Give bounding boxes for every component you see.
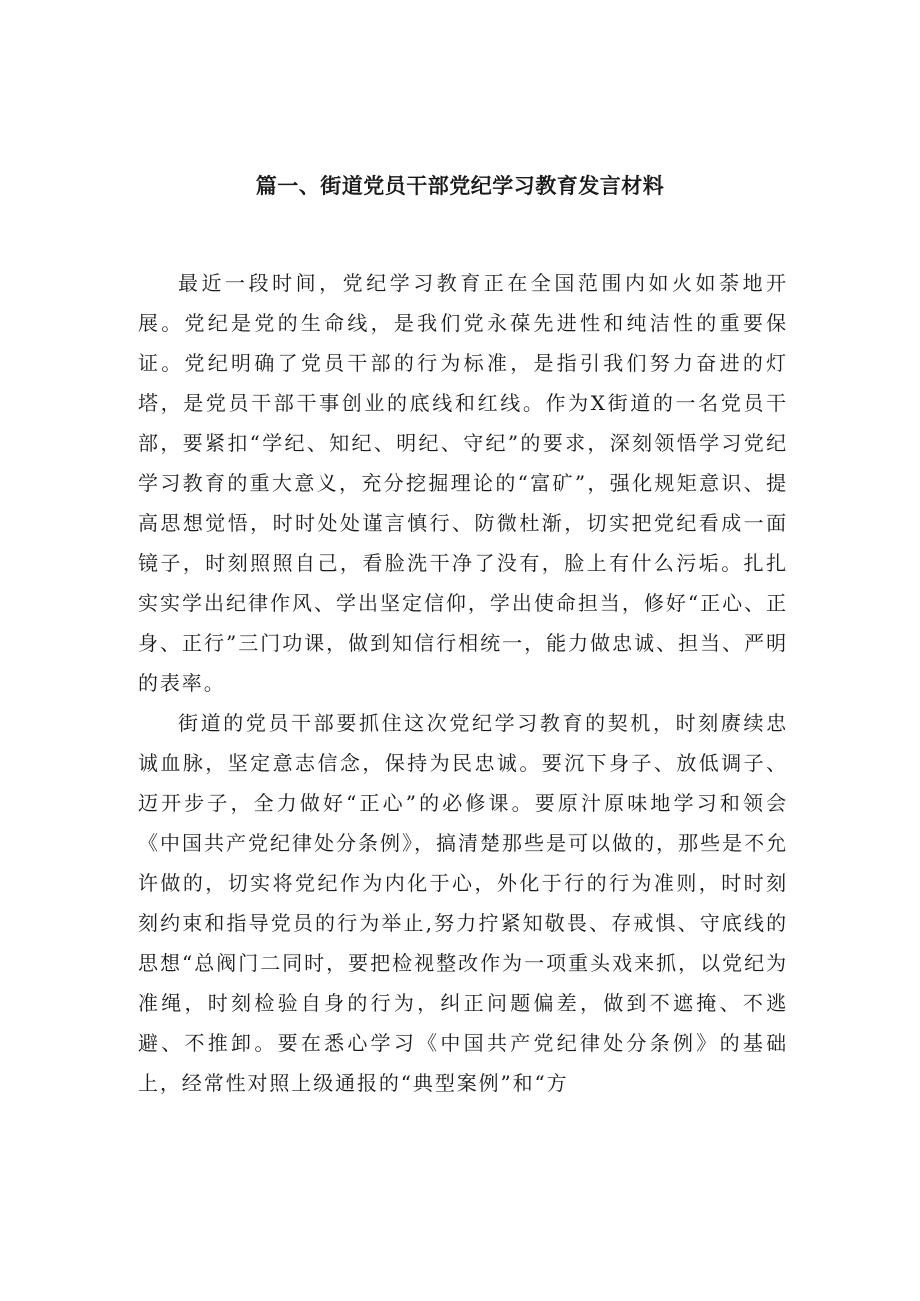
- document-body: [138, 263, 788, 1103]
- paragraph-2: 街道的党员干部要抓住这次党纪学习教育的契机，时刻赓续忠诚血脉，坚定意志信念，保持为民忠诚。要沉下身子、放低调子、迈开步子，全力做好“正心”的必修课。要原汁原味地学习和领会《中国共产党纪律处分条例》，搞清楚那些是可以做的，那些是不允许做的，切实将党纪作为内化于心，外化于行的行为准则，时时刻刻约束和指导党员的行为举止,努力拧紧知敬畏、存戒惧、守底线的思想“总阀门二同时，要把检视整改作为一项重头戏来抓，以党纪为准绳，时刻检验自身的行为，纠正问题偏差，做到不遮掩、不逃避、不推卸。要在悉心学习《中国共产党纪律处分条例》的基础上，经常性对照上级通报的“典型案例”和“方: [138, 711, 788, 1095]
- document-title: 篇一、街道党员干部党纪学习教育发言材料: [255, 174, 665, 198]
- paragraph-1: 最近一段时间，党纪学习教育正在全国范围内如火如荼地开展。党纪是党的生命线，是我们党永葆先进性和纯洁性的重要保证。党纪明确了党员干部的行为标准，是指引我们努力奋进的灯塔，是党员干部干事创业的底线和红线。作为X街道的一名党员干部，要紧扣“学纪、知纪、明纪、守纪”的要求，深刻领悟学习党纪学习教育的重大意义，充分挖掘理论的“富矿”，强化规矩意识、提高思想觉悟，时时处处谨言慎行、防微杜渐，切实把党纪看成一面镜子，时刻照照自己，看脸洗干净了没有，脸上有什么污垢。扎扎实实学出纪律作风、学出坚定信仰，学出使命担当，修好“正心、正身、正行”三门功课，做到知信行相统一，能力做忠诚、担当、严明的表率。: [138, 271, 788, 695]
